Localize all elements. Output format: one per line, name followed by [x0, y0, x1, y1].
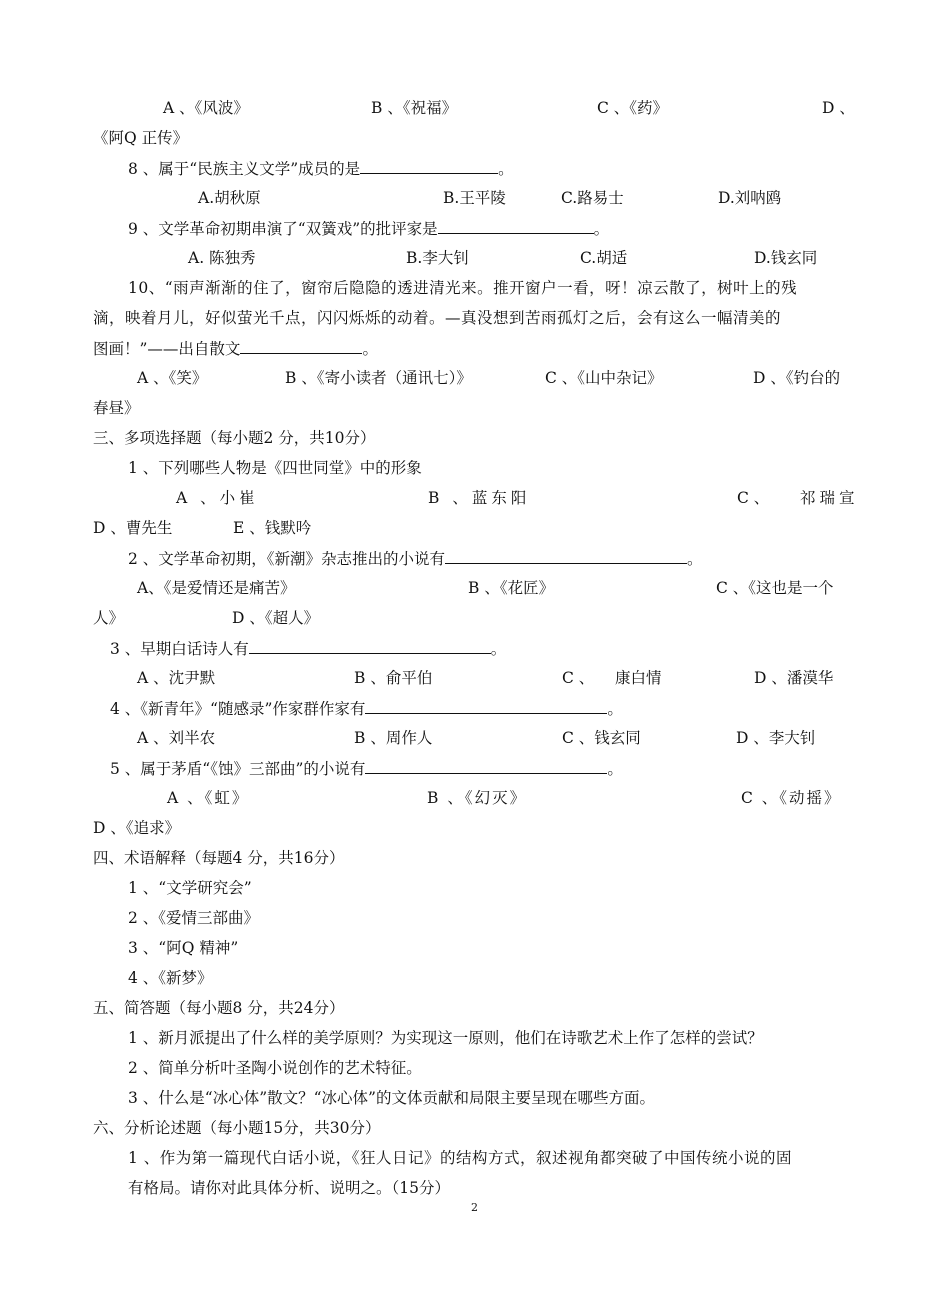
- s3-q1-option-c-name: 祁瑞宣: [800, 489, 859, 507]
- q8-stem: [128, 158, 514, 179]
- answer-blank: [240, 338, 362, 354]
- s3-q1-option-b: B 、蓝东阳: [428, 489, 531, 507]
- q10-line-2: 滴，映着月儿，好似萤光千点，闪闪烁烁的动着。—真没想到苦雨孤灯之后，会有这么一幅清美的: [93, 309, 782, 327]
- q7-option-c: C 、《药》: [597, 99, 669, 117]
- q7-option-d: D 、: [822, 99, 855, 117]
- s3-q3-option-c: C 、: [562, 669, 595, 687]
- q9-option-b: B.李大钊: [406, 249, 469, 267]
- s3-q1-option-c: C 、: [737, 489, 770, 507]
- s3-q5-option-a: A 、《虹》: [167, 789, 250, 807]
- s3-q4-option-a: A 、刘半农: [137, 729, 216, 747]
- q8-option-b: B.王平陵: [443, 189, 506, 207]
- q9-option-a: A. 陈独秀: [188, 249, 256, 267]
- page-number: 2: [471, 1201, 478, 1214]
- s3-q3-stem: [110, 638, 506, 659]
- answer-blank: [365, 758, 607, 774]
- q9-option-c: C.胡适: [580, 249, 628, 267]
- s3-q5-stem-end: 。: [607, 760, 623, 778]
- q9-stem-text: 9 、文学革命初期串演了“双簧戏”的批评家是: [128, 220, 438, 238]
- s3-q3-option-a: A 、沈尹默: [137, 669, 216, 687]
- s3-q1-option-a: A 、小崔: [176, 489, 259, 507]
- s3-q4-option-b: B 、周作人: [354, 729, 433, 747]
- s3-q1-option-d: D 、曹先生: [93, 519, 173, 537]
- q8-option-d: D.刘呐鸥: [718, 189, 782, 207]
- q10-option-d-cont: 春昼》: [93, 399, 140, 417]
- q10-option-d: D 、《钓台的: [753, 369, 841, 387]
- s3-q1-option-e: E 、钱默吟: [233, 519, 312, 537]
- s3-q2-stem-end: 。: [687, 550, 703, 568]
- s3-q4-option-c: C 、钱玄同: [562, 729, 641, 747]
- answer-blank: [249, 638, 491, 654]
- s5-item-3: 3 、什么是“冰心体”散文？“冰心体”的文体贡献和局限主要呈现在哪些方面。: [128, 1089, 655, 1107]
- q10-option-a: A 、《笑》: [137, 369, 208, 387]
- s3-q4-stem-text: 4 、《新青年》“随感录”作家群作家有: [110, 700, 366, 718]
- q7-option-b: B 、《祝福》: [371, 99, 458, 117]
- section-3-title: 三、多项选择题（每小题2 分，共10分）: [93, 429, 376, 447]
- q9-option-d: D.钱玄同: [754, 249, 818, 267]
- s3-q5-stem-text: 5 、属于茅盾“《蚀》三部曲”的小说有: [110, 760, 366, 778]
- answer-blank: [445, 548, 687, 564]
- s3-q5-option-c: C 、《动摇》: [741, 789, 842, 807]
- s3-q5-option-d: D 、《追求》: [93, 819, 181, 837]
- s3-q4-stem-end: 。: [607, 700, 623, 718]
- s5-item-2: 2 、简单分析叶圣陶小说创作的艺术特征。: [128, 1059, 422, 1077]
- s4-item-3: 3 、“阿Q 精神”: [128, 939, 239, 957]
- s3-q2-option-d: D 、《超人》: [232, 609, 320, 627]
- q10-line-3-text: 图画！”——出自散文: [93, 340, 241, 358]
- s3-q2-stem: [128, 548, 703, 569]
- s6-q1-line-2: 有格局。请你对此具体分析、说明之。（15分）: [128, 1179, 450, 1197]
- s3-q2-option-c-cont: 人》: [93, 609, 125, 627]
- q7-option-d-cont: 《阿Q 正传》: [93, 129, 189, 147]
- s5-item-1: 1 、新月派提出了什么样的美学原则？为实现这一原则，他们在诗歌艺术上作了怎样的尝试？: [128, 1029, 763, 1047]
- s3-q2-option-b: B 、《花匠》: [468, 579, 555, 597]
- q8-stem-text: 8 、属于“民族主义文学”成员的是: [128, 160, 361, 178]
- answer-blank: [365, 698, 607, 714]
- s3-q3-option-d: D 、潘漠华: [754, 669, 834, 687]
- q10-option-b: B 、《寄小读者（通讯七）》: [285, 369, 472, 387]
- q9-stem-end: 。: [593, 220, 610, 238]
- q10-line-3-end: 。: [362, 340, 378, 358]
- section-4-title: 四、术语解释（每题4 分，共16分）: [93, 849, 345, 867]
- answer-blank: [438, 218, 594, 234]
- s6-q1-line-1: 1 、作为第一篇现代白话小说，《狂人日记》的结构方式，叙述视角都突破了中国传统小说的固: [128, 1149, 793, 1167]
- s3-q3-option-c-name: 康白情: [615, 669, 662, 687]
- q8-option-c: C.路易士: [561, 189, 624, 207]
- s3-q1-stem: 1 、下列哪些人物是《四世同堂》中的形象: [128, 459, 422, 477]
- q10-line-1: 10、“雨声渐渐的住了，窗帘后隐隐的透进清光来。推开窗户一看，呀！凉云散了，树叶上的残: [128, 279, 798, 297]
- answer-blank: [360, 158, 498, 174]
- s3-q2-stem-text: 2 、文学革命初期，《新潮》杂志推出的小说有: [128, 550, 446, 568]
- s3-q4-option-d: D 、李大钊: [736, 729, 816, 747]
- s4-item-4: 4 、《新梦》: [128, 969, 213, 987]
- s3-q3-stem-end: 。: [490, 640, 507, 658]
- s4-item-2: 2 、《爱情三部曲》: [128, 909, 260, 927]
- s3-q2-option-c: C 、《这也是一个: [716, 579, 834, 597]
- s3-q3-option-b: B 、俞平伯: [354, 669, 433, 687]
- q10-line-3: [93, 338, 378, 359]
- s3-q4-stem: [110, 698, 623, 719]
- q10-option-c: C 、《山中杂记》: [545, 369, 663, 387]
- q7-option-a: A 、《风波》: [163, 99, 249, 117]
- s3-q3-stem-text: 3 、早期白话诗人有: [110, 640, 249, 658]
- s3-q2-option-a: A、《是爱情还是痛苦》: [137, 579, 296, 597]
- s3-q5-stem: [110, 758, 623, 779]
- s4-item-1: 1 、“文学研究会”: [128, 879, 252, 897]
- s3-q5-option-b: B 、《幻灭》: [427, 789, 528, 807]
- q8-stem-end: 。: [498, 160, 514, 178]
- section-5-title: 五、简答题（每小题8 分，共24分）: [93, 999, 345, 1017]
- q9-stem: [128, 218, 609, 239]
- q8-option-a: A.胡秋原: [198, 189, 261, 207]
- section-6-title: 六、分析论述题（每小题15分，共30分）: [93, 1119, 381, 1137]
